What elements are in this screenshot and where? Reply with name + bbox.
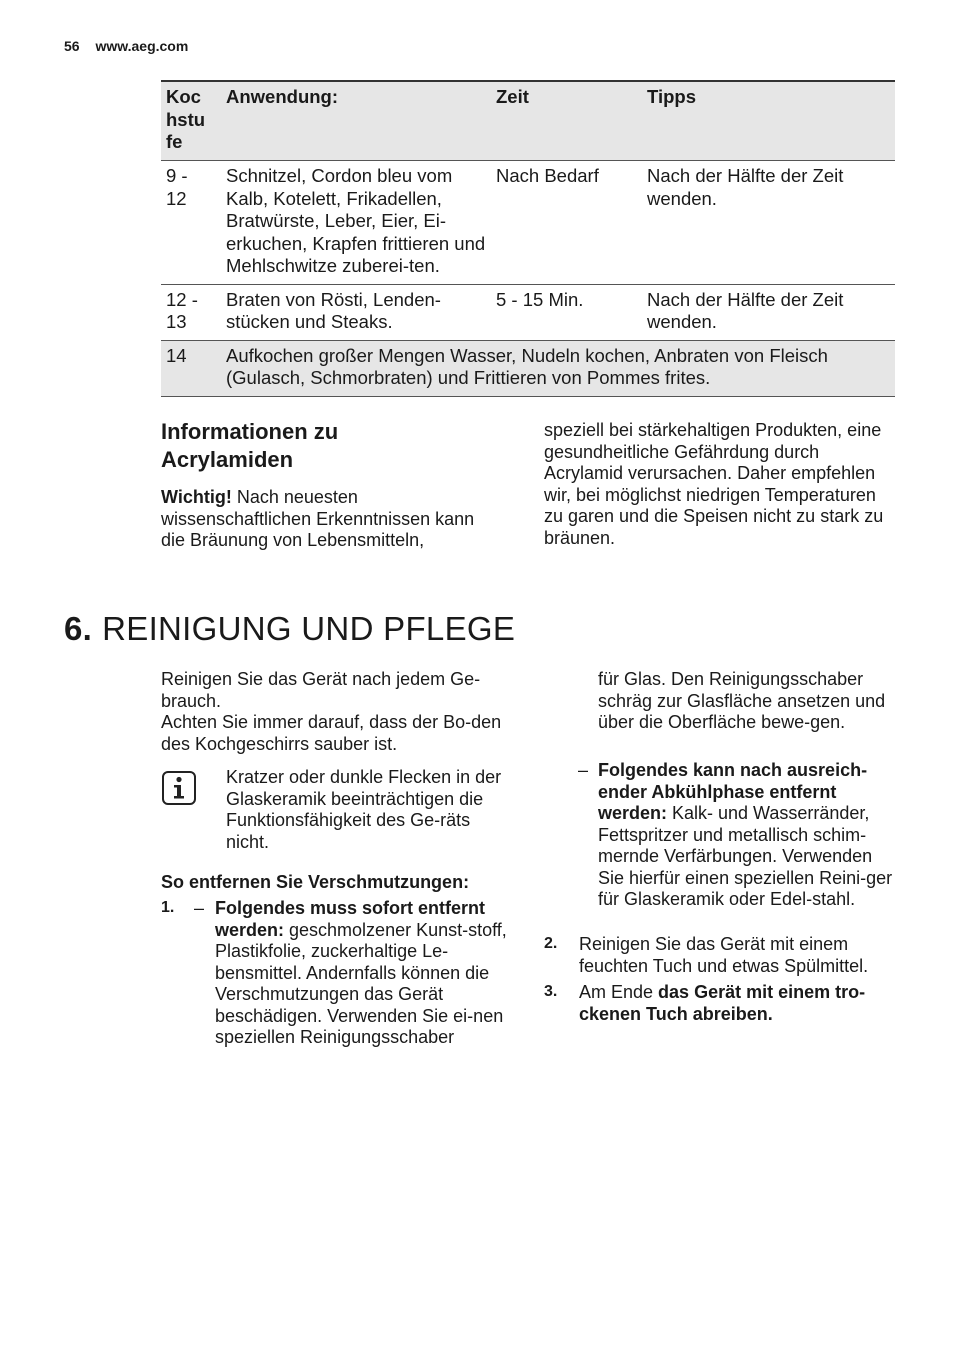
info-icon	[162, 771, 196, 805]
page-number: 56	[64, 38, 80, 54]
dash-bullet: –	[194, 898, 205, 918]
chapter-number: 6.	[64, 610, 93, 647]
step-3-text	[579, 982, 894, 1025]
step-number: 3.	[544, 983, 558, 1000]
table-cell: 5 - 15 Min.	[496, 288, 584, 310]
step-1a-body: geschmolzener Kunst-stoff, Plastikfolie, zuckerhaltige Le-bensmittel. Andernfalls können die Verschmutzungen das Gerät beschädigen. Verwenden Sie ei-nen speziellen Reinigungsschaber	[215, 919, 507, 1047]
acrylamide-text-left	[161, 487, 501, 552]
chapter-title	[64, 610, 515, 648]
column-header: Tipps	[647, 86, 696, 107]
table-cell: Nach der Hälfte der Zeit wenden.	[647, 288, 844, 332]
acrylamide-text-left-body: Nach neuesten wissenschaftlichen Erkenntnissen kann die Bräunung von Lebensmitteln,	[161, 487, 475, 550]
step-3-body: Am Ende	[579, 982, 659, 1002]
acrylamide-text-right: speziell bei stärkehaltigen Produkten, eine gesundheitliche Gefährdung durch Acrylamid verursachen. Daher empfehlen wir, bei möglichst niedrigen Temperaturen zu garen und die Speisen nicht zu stark zu bräunen.	[544, 420, 884, 548]
step-1a-text	[215, 898, 511, 1049]
page-header	[64, 38, 188, 54]
dash-bullet: –	[578, 760, 589, 780]
step-1a-bold: Folgendes muss sofort entfernt werden:	[215, 898, 486, 940]
table-row	[161, 161, 895, 285]
website-link[interactable]: www.aeg.com	[95, 38, 189, 54]
step-number: 1.	[161, 899, 175, 916]
table-header-row	[161, 81, 895, 161]
step-2-text: Reinigen Sie das Gerät mit einem feuchten Tuch und etwas Spülmittel.	[579, 934, 869, 976]
step-1a-continued: für Glas. Den Reinigungsschaber schräg zur Glasfläche ansetzen und über die Oberfläche bewe-gen.	[598, 669, 886, 732]
table-cell: 12 - 13	[166, 288, 198, 332]
step-3-bold: das Gerät mit einem tro-ckenen Tuch abreiben.	[579, 982, 866, 1024]
step-1b-bold: Folgendes kann nach ausreich-ender Abkühlphase entfernt werden:	[598, 760, 868, 823]
column-header: Koc hstu fe	[166, 86, 206, 152]
important-label: Wichtig!	[161, 487, 232, 507]
steps-heading: So entfernen Sie Verschmutzungen:	[161, 872, 470, 892]
table-cell: Aufkochen großer Mengen Wasser, Nudeln kochen, Anbraten von Fleisch (Gulasch, Schmorbraten) und Frittieren von Pommes frites.	[226, 344, 828, 388]
table-cell: Nach der Hälfte der Zeit wenden.	[647, 165, 844, 209]
table-cell: 14	[166, 344, 187, 366]
table-cell: Braten von Rösti, Lenden-stücken und Steaks.	[226, 288, 441, 332]
chapter-title-text: REINIGUNG UND PFLEGE	[102, 610, 516, 647]
table-cell: Nach Bedarf	[496, 165, 599, 186]
table-row	[161, 340, 895, 396]
acrylamide-heading: Informationen zu Acrylamiden	[161, 419, 339, 472]
info-note: Kratzer oder dunkle Flecken in der Glaskeramik beeinträchtigen die Funktionsfähigkeit des Ge-räts nicht.	[226, 767, 502, 852]
step-number: 2.	[544, 935, 558, 952]
intro-paragraph-2: Achten Sie immer darauf, dass der Bo-den des Kochgeschirrs sauber ist.	[161, 712, 502, 754]
table-cell: Schnitzel, Cordon bleu vom Kalb, Kotelett, Frikadellen, Bratwürste, Leber, Eier, Ei-erkuchen, Krapfen frittieren und Mehlschwitze zuberei-ten.	[226, 165, 486, 276]
column-header: Anwendung:	[226, 86, 339, 107]
step-1b-body: Kalk- und Wasserränder, Fettspritzer und metallisch schim-mernde Verfärbungen. Verwenden Sie hierfür einen speziellen Reini-ger für Glaskeramik oder Edel-stahl.	[598, 803, 893, 909]
info-glyph	[169, 776, 189, 800]
cooking-table	[161, 80, 895, 397]
column-header: Zeit	[496, 86, 529, 107]
table-row	[161, 284, 895, 340]
step-1b-text	[598, 760, 894, 911]
table-cell: 9 - 12	[166, 165, 188, 209]
intro-paragraph-1: Reinigen Sie das Gerät nach jedem Ge-brauch.	[161, 669, 481, 711]
